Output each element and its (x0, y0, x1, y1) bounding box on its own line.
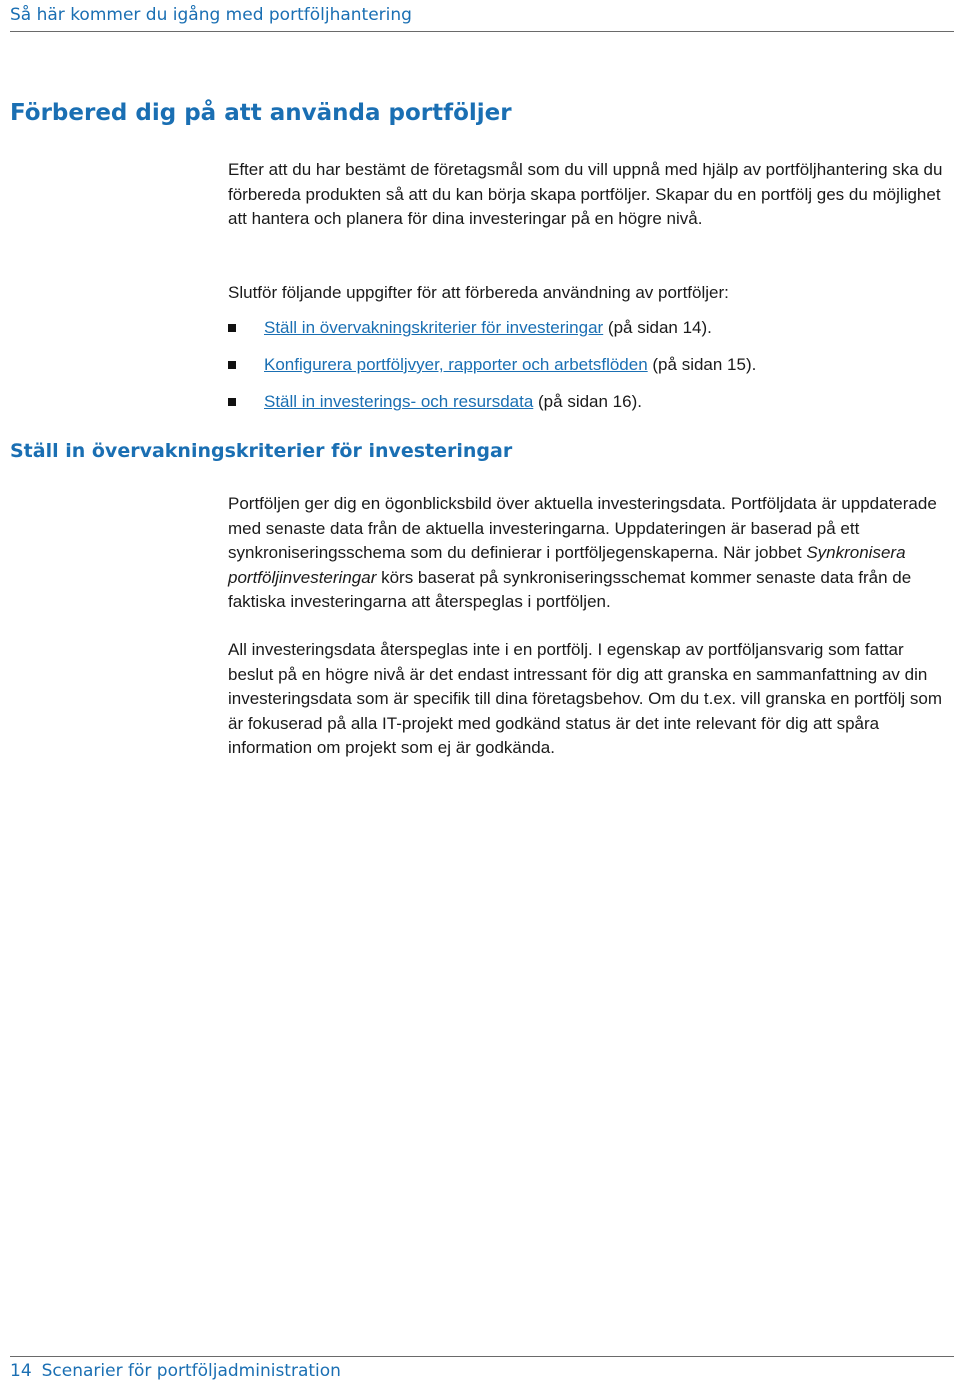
link-monitoring-criteria[interactable]: Ställ in övervakningskriterier för investeringar (264, 318, 604, 337)
section-title-monitoring-criteria: Ställ in övervakningskriterier för investeringar (10, 440, 513, 462)
task-list-item (228, 353, 948, 390)
page-footer (10, 1361, 341, 1381)
task-list-item (228, 390, 948, 427)
task-page-ref: (på sidan 14). (603, 318, 712, 337)
square-bullet-icon (228, 361, 236, 369)
page-number: 14 (10, 1361, 32, 1381)
running-header: Så här kommer du igång med portföljhantering (10, 5, 412, 25)
task-page-ref: (på sidan 15). (647, 355, 757, 374)
square-bullet-icon (228, 324, 236, 332)
sync-text-before: Portföljen ger dig en ögonblicksbild över aktuella investeringsdata. Portföljdata är uppdaterade med senaste data från de aktuella investeringarna. Uppdateringen är baserad på ett synkroniseringsschema som du definierar i portföljegenskaperna. När jobbet (228, 494, 937, 562)
link-configure-views[interactable]: Konfigurera portföljvyer, rapporter och arbetsflöden (264, 355, 648, 374)
sync-text-after: körs baserat på synkroniseringsschemat kommer senaste data från de faktiska investeringarna att återspeglas i portföljen. (228, 567, 912, 611)
task-list (228, 316, 948, 427)
square-bullet-icon (228, 398, 236, 406)
tasks-lead-paragraph: Slutför följande uppgifter för att förbereda användning av portföljer: (228, 283, 729, 302)
sync-paragraph (228, 492, 948, 615)
data-scope-paragraph: All investeringsdata återspeglas inte i en portfölj. I egenskap av portföljansvarig som fattar beslut på en högre nivå är det endast intressant för dig att granska en sammanfattning av din investeringsdata som är specifik till dina företagsbehov. Om du t.ex. vill granska en portfölj som är fokuserad på alla IT-projekt med godkänd status är det inte relevant för dig att spåra information om projekt som ej är godkända. (228, 640, 943, 757)
footer-section-title: Scenarier för portföljadministration (41, 1361, 341, 1381)
task-page-ref: (på sidan 16). (533, 392, 642, 411)
header-divider (10, 31, 954, 32)
section-title-prepare-portfolios: Förbered dig på att använda portföljer (10, 100, 512, 126)
job-name-italic: Synkronisera portföljinvesteringar (228, 543, 906, 587)
task-list-item (228, 316, 948, 353)
footer-divider (10, 1356, 954, 1357)
intro-paragraph: Efter att du har bestämt de företagsmål som du vill uppnå med hjälp av portföljhantering ska du förbereda produkten så att du kan börja skapa portföljer. Skapar du en portfölj ges du möjlighet att hantera och planera för dina investeringar på en högre nivå. (228, 160, 943, 228)
link-investment-resource-data[interactable]: Ställ in investerings- och resursdata (264, 392, 534, 411)
